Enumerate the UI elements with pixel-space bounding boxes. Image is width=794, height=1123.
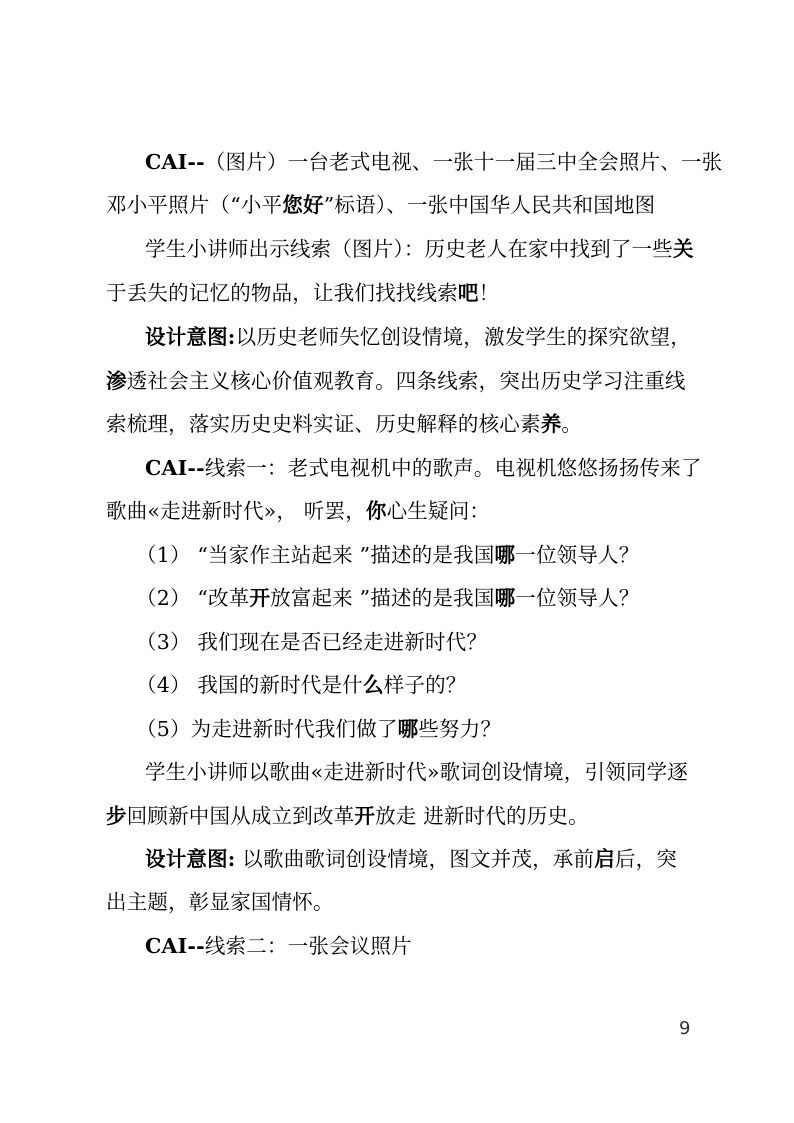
paragraph-6-line-2 [106, 887, 706, 917]
bold-text: 渗 [106, 369, 127, 393]
text: 邓小平照片（“小平 [106, 193, 283, 217]
question-5 [136, 714, 736, 744]
bold-text: 哪 [494, 543, 516, 567]
paragraph-1-line-2 [106, 190, 706, 220]
paragraph-3-line-3 [106, 409, 706, 439]
text: 心生疑问： [386, 499, 491, 523]
design-intent-label: 设计意图: [145, 847, 236, 871]
text: 。 [561, 412, 583, 436]
bold-text: 哪 [397, 717, 419, 741]
text: 线索一：老式电视机中的歌声。电视机悠悠扬扬传来了 [204, 456, 702, 480]
text: 索梳理，落实历史史料实证、历史解释的核心素 [106, 412, 541, 436]
paragraph-1-line-1 [145, 147, 745, 177]
paragraph-5-line-1 [145, 757, 745, 787]
cai-prefix: CAI-- [145, 150, 205, 174]
text: （图片）一台老式电视、一张十一届三中全会照片、一张 [204, 150, 723, 174]
text: 一位领导人？ [515, 543, 640, 567]
paragraph-5-line-2 [106, 801, 706, 831]
text: 歌曲«走进新时代»， 听罢， [106, 499, 366, 523]
text: 学生小讲师出示线索（图片）：历史老人在家中找到了一些 [145, 237, 673, 261]
paragraph-4-line-1 [145, 453, 745, 483]
text: 放走 进新时代的历史。 [375, 804, 589, 828]
text: 透社会主义核心价值观教育。四条线索，突出历史学习注重线 [126, 369, 686, 393]
text: （1） “当家作主站起来 ”描述的是我国 [136, 543, 495, 567]
paragraph-2-line-1 [145, 234, 745, 264]
bold-text: 开 [249, 586, 271, 610]
bold-text: 开 [354, 804, 376, 828]
paragraph-3-line-2 [106, 366, 706, 396]
text: （3） 我们现在是否已经走进新时代？ [136, 630, 488, 654]
cai-prefix: CAI-- [145, 456, 205, 480]
text: 学生小讲师以歌曲«走进新时代»歌词创设情境，引领同学逐 [145, 760, 688, 784]
text: 些努力？ [418, 717, 502, 741]
design-intent-label: 设计意图: [145, 325, 236, 349]
paragraph-7-line-1 [145, 931, 745, 961]
text: （5）为走进新时代我们做了 [136, 717, 398, 741]
text: （2） “改革 [136, 586, 250, 610]
paragraph-6-line-1 [145, 844, 745, 874]
text: 以歌曲歌词创设情境，图文并茂，承前 [235, 847, 595, 871]
text: ！ [478, 281, 500, 305]
bold-text: 步 [106, 804, 127, 828]
text: 回顾新中国从成立到改革 [126, 804, 355, 828]
bold-text: 您好 [282, 193, 324, 217]
text: 出主题，彰显家国情怀。 [106, 890, 334, 914]
text: 一位领导人？ [515, 586, 640, 610]
question-3 [136, 627, 736, 657]
question-1 [136, 540, 736, 570]
text: 于丢失的记忆的物品，让我们找找线索 [106, 281, 458, 305]
text: 线索二：一张会议照片 [204, 934, 412, 958]
bold-text: 你 [365, 499, 387, 523]
question-4 [136, 670, 736, 700]
paragraph-2-line-2 [106, 278, 706, 308]
paragraph-4-line-2 [106, 496, 706, 526]
bold-text: 启 [594, 847, 615, 871]
text: 样子的？ [383, 673, 467, 697]
text: 放富起来 ”描述的是我国 [270, 586, 495, 610]
question-2 [136, 583, 736, 613]
page-number: 9 [679, 1018, 691, 1039]
text: 以历史老师失忆创设情境，激发学生的探究欲望， [235, 325, 691, 349]
bold-text: 养 [540, 412, 562, 436]
text: 后，突 [614, 847, 678, 871]
text: （4） 我国的新时代是什 [136, 673, 363, 697]
paragraph-3-line-1 [145, 322, 745, 352]
cai-prefix: CAI-- [145, 934, 205, 958]
bold-text: 关 [672, 237, 694, 261]
bold-text: 吧 [457, 281, 479, 305]
bold-text: 哪 [494, 586, 516, 610]
bold-text: 么 [362, 673, 384, 697]
text: ”标语）、一张中国华人民共和国地图 [323, 193, 656, 217]
